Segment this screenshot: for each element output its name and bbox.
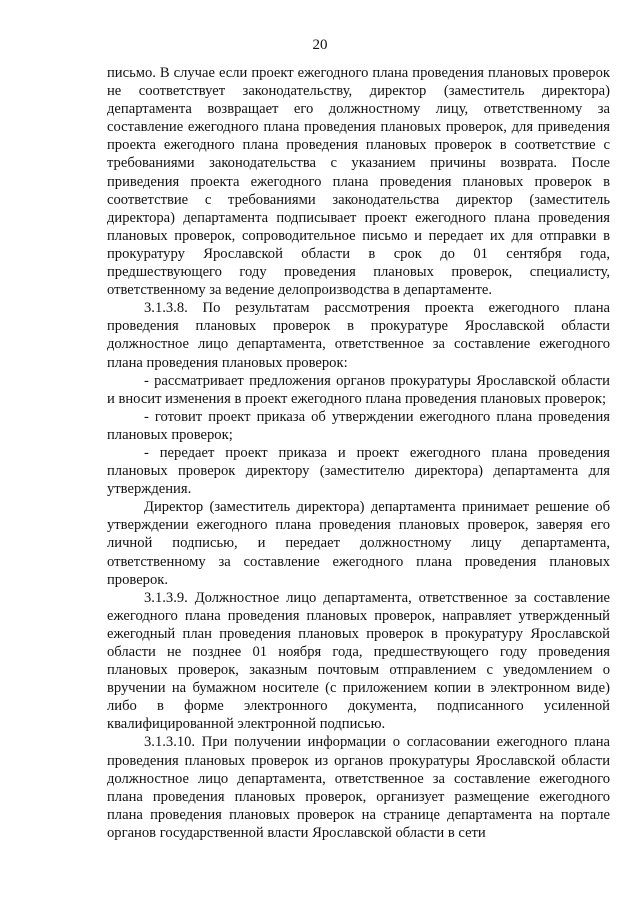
list-item-transfer-for-approval: - передает проект приказа и проект ежегодного плана проведения плановых проверок директору (заместителю директора) департамента для утверждения. bbox=[107, 444, 610, 498]
paragraph-continuation: письмо. В случае если проект ежегодного плана проведения плановых проверок не соответствует законодательству, директор (заместитель директора) департамента возвращает его должностному лицу, ответственному за составление ежегодного плана проведения плановых проверок, для приведения проекта ежегодного плана проведения плановых проверок в соответствие с требованиями законодательства с указанием причины возврата. После приведения проекта ежегодного плана проведения плановых проверок в соответствие с требованиями законодательства директор (заместитель директора) департамента подписывает проект ежегодного плана проведения плановых проверок, сопроводительное письмо и передает их для отправки в прокуратуру Ярославской области в срок до 01 сентября года, предшествующего году проведения плановых проверок, специалисту, ответственному за ведение делопроизводства в департаменте. bbox=[107, 65, 610, 299]
paragraph-3-1-3-10: 3.1.3.10. При получении информации о согласовании ежегодного плана проведения плановых проверок из органов прокуратуры Ярославской области должностное лицо департамента, ответственное за составление ежегодного плана проведения плановых проверок, организует размещение ежегодного плана проведения плановых проверок на странице департамента на портале органов государственной власти Ярославской области в сети bbox=[107, 734, 610, 841]
list-item-prepare-order: - готовит проект приказа об утверждении ежегодного плана проведения плановых проверок; bbox=[107, 408, 610, 443]
document-body bbox=[107, 64, 610, 842]
paragraph-3-1-3-8: 3.1.3.8. По результатам рассмотрения проекта ежегодного плана проведения плановых проверок в прокуратуре Ярославской области должностное лицо департамента, ответственное за составление ежегодного плана проведения плановых проверок: bbox=[107, 300, 610, 371]
list-item-review-proposals: - рассматривает предложения органов прокуратуры Ярославской области и вносит изменения в проект ежегодного плана проведения плановых проверок; bbox=[107, 372, 610, 407]
paragraph-3-1-3-9: 3.1.3.9. Должностное лицо департамента, ответственное за составление ежегодного плана проведения плановых проверок, направляет утвержденный ежегодный план проведения плановых проверок в прокуратуру Ярославской области не позднее 01 ноября года, предшествующего году проведения плановых проверок, заказным почтовым отправлением с уведомлением о вручении на бумажном носителе (с приложением копии в электронном виде) либо в форме электронного документа, подписанного усиленной квалифицированной электронной подписью. bbox=[107, 589, 610, 733]
page-number: 20 bbox=[312, 37, 328, 53]
paragraph-director-decision: Директор (заместитель директора) департамента принимает решение об утверждении ежегодного плана проведения плановых проверок, заверяя его личной подписью, и передает должностному лицу департамента, ответственному за составление ежегодного плана проведения плановых проверок. bbox=[107, 499, 610, 588]
